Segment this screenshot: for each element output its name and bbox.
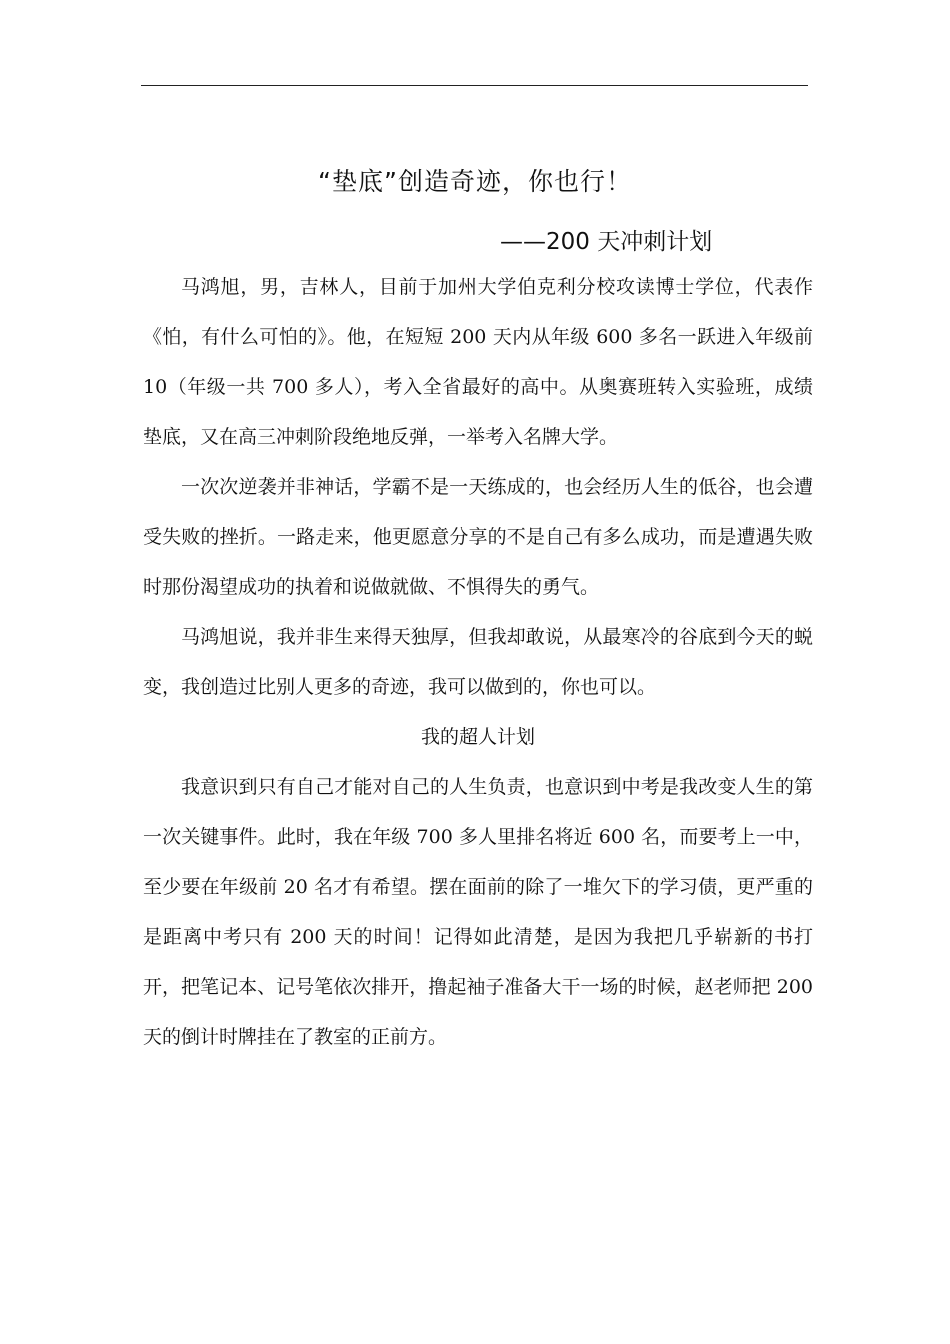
page-subtitle: ——200 天冲刺计划 xyxy=(500,229,713,255)
paragraph-intro: 马鸿旭，男，吉林人，目前于加州大学伯克利分校攻读博士学位，代表作《怕，有什么可怕的》。他，在短短 200 天内从年级 600 多名一跃进入年级前 10（年级一共 700 多人），考入全省最好的高中。从奥赛班转入实验班，成绩垫底，又在高三冲刺阶段绝地反弹，一举考入名牌大学。 xyxy=(143,276,813,448)
paragraph-plan: 我意识到只有自己才能对自己的人生负责，也意识到中考是我改变人生的第一次关键事件。此时，我在年级 700 多人里排名将近 600 名，而要考上一中，至少要在年级前 20 名才有希望。摆在面前的除了一堆欠下的学习债，更严重的是距离中考只有 200 天的时间！记得如此清楚，是因为我把几乎崭新的书打开，把笔记本、记号笔依次排开，撸起袖子准备大干一场的时候，赵老师把 200 天的倒计时牌挂在了教室的正前方。 xyxy=(143,776,813,1048)
section-heading: 我的超人计划 xyxy=(420,726,535,748)
document-body xyxy=(143,262,813,1062)
paragraph-comeback: 一次次逆袭并非神话，学霸不是一天练成的，也会经历人生的低谷，也会遭受失败的挫折。一路走来，他更愿意分享的不是自己有多么成功，而是遭遇失败时那份渴望成功的执着和说做就做、不惧得失的勇气。 xyxy=(143,476,813,598)
page-title: “垫底”创造奇迹，你也行！ xyxy=(318,166,632,196)
header-rule xyxy=(141,85,808,86)
paragraph-quote: 马鸿旭说，我并非生来得天独厚，但我却敢说，从最寒冷的谷底到今天的蜕变，我创造过比别人更多的奇迹，我可以做到的，你也可以。 xyxy=(143,626,813,698)
